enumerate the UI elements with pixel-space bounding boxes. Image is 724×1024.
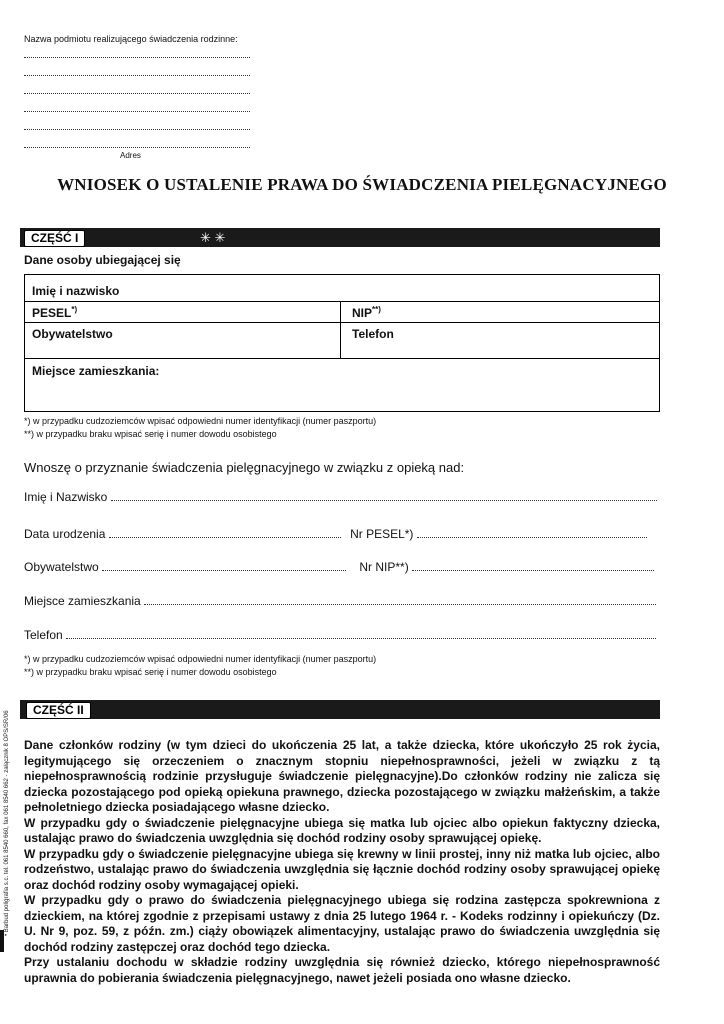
care-residence-row[interactable] <box>24 594 656 608</box>
side-print: • Barbud poligrafia s.c. tel. 061 8540 660, fax 061 8540 662 - załącznik 8 OPS/SR/06 <box>4 710 10 936</box>
care-birth-input[interactable] <box>109 528 341 538</box>
care-birth-label: Data urodzenia <box>24 527 106 541</box>
entity-line-3[interactable] <box>24 93 250 94</box>
care-nip-input[interactable] <box>412 561 654 571</box>
care-pesel-label: Nr PESEL*) <box>350 527 414 541</box>
part2-paragraph: Dane członków rodziny (w tym dzieci do ukończenia 25 lat, a także dziecka, które ukończyło 25 rok życia, legitymującego się orzeczeniem o znacznym stopniu niepełnosprawności, jeżeli w związku z tą niepełnosprawnością rodzinie przysługuje świadczenie pielęgnacyjne).Do członków rodziny nie zalicza się dziecka pozostającego pod opieką opiekuna prawnego, dziecka pozostającego w związku małżeńskim, a także pełnoletniego dziecka posiadającego własne dziecko. <box>24 738 660 814</box>
footnote-2: **) w przypadku braku wpisać serię i numer dowodu osobistego <box>24 429 277 439</box>
field-citizenship[interactable]: Obywatelstwo <box>32 327 113 341</box>
footnote-3: *) w przypadku cudzoziemców wpisać odpowiedni numer identyfikacji (numer paszportu) <box>24 654 377 664</box>
entity-line-2[interactable] <box>24 75 250 76</box>
field-pesel[interactable] <box>32 305 77 320</box>
part1-bar <box>20 228 660 247</box>
care-citizenship-label: Obywatelstwo <box>24 560 99 574</box>
care-citizenship-input[interactable] <box>102 561 346 571</box>
entity-name-label: Nazwa podmiotu realizującego świadczenia rodzinne: <box>24 34 238 44</box>
part2-bar <box>20 700 660 719</box>
care-name-row[interactable] <box>24 490 657 504</box>
footnote-1: *) w przypadku cudzoziemców wpisać odpowiedni numer identyfikacji (numer paszportu) <box>24 416 377 426</box>
entity-line-5[interactable] <box>24 129 250 130</box>
bar-star-icon: ✳ ✳ <box>200 230 226 245</box>
care-phone-row[interactable] <box>24 628 656 642</box>
part2-label: CZĘŚĆ II <box>26 702 91 719</box>
table-divider <box>24 322 660 323</box>
care-residence-input[interactable] <box>144 595 656 605</box>
entity-line-1[interactable] <box>24 57 250 58</box>
care-residence-label: Miejsce zamieszkania <box>24 594 141 608</box>
field-residence[interactable]: Miejsce zamieszkania: <box>32 364 160 378</box>
field-nip[interactable] <box>352 305 381 320</box>
pesel-mark: *) <box>71 305 78 314</box>
part2-paragraph: W przypadku gdy o świadczenie pielęgnacyjne ubiega się krewny w linii prostej, inny niż matka lub ojciec, albo rodzeństwo, ustalając prawo do świadczenia uwzględnia się łącznie dochód rodziny osoby sprawującej opiekę oraz dochód rodziny osoby wymagającej opieki. <box>24 846 660 892</box>
table-divider <box>24 358 660 359</box>
footnote-4: **) w przypadku braku wpisać serię i numer dowodu osobistego <box>24 667 277 677</box>
form-title: WNIOSEK O USTALENIE PRAWA DO ŚWIADCZENIA PIELĘGNACYJNEGO <box>57 175 667 194</box>
care-name-input[interactable] <box>111 491 657 501</box>
table-divider <box>340 301 341 358</box>
table-divider <box>24 301 660 302</box>
part1-label: CZĘŚĆ I <box>24 230 85 247</box>
care-phone-input[interactable] <box>66 629 656 639</box>
part1-heading: Dane osoby ubiegającej się <box>24 253 181 267</box>
care-citizenship-row[interactable] <box>24 560 654 574</box>
care-phone-label: Telefon <box>24 628 63 642</box>
part2-paragraph: W przypadku gdy o prawo do świadczenia pielęgnacyjnego ubiega się rodzina zastępcza spokrewniona z dzieckiem, na której zgodnie z przepisami ustawy z dnia 25 lutego 1964 r. - Kodeks rodzinny i opiekuńczy (Dz. U. Nr 9, poz. 59, z późn. zm.) ciąży obowiązek alimentacyjny, ustalając prawo do świadczenia uwzględnia się dochód rodziny zastępczej oraz dochód tego dziecka. <box>24 893 660 954</box>
field-phone[interactable]: Telefon <box>352 327 394 341</box>
part2-paragraph: W przypadku gdy o świadczenie pielęgnacyjne ubiega się matka lub ojciec albo opiekun faktyczny dziecka, ustalając prawo do świadczenia uwzględnia się dochód rodziny osoby sprawującej opiekę. <box>24 815 660 845</box>
nip-label: NIP <box>352 306 373 320</box>
field-name[interactable]: Imię i nazwisko <box>32 284 120 298</box>
edge-mark <box>0 930 4 952</box>
entity-line-6[interactable] <box>24 147 250 148</box>
care-name-label: Imię i Nazwisko <box>24 490 108 504</box>
entity-line-4[interactable] <box>24 111 250 112</box>
address-label: Adres <box>120 151 141 160</box>
request-text: Wnoszę o przyznanie świadczenia pielęgnacyjnego w związku z opieką nad: <box>24 460 465 475</box>
part2-paragraph: Przy ustalaniu dochodu w składzie rodziny uwzględnia się również dziecko, którego niepełnosprawność uprawnia do pobierania świadczenia pielęgnacyjnego, nawet jeżeli posiada ono własne dziecko. <box>24 955 660 985</box>
care-pesel-input[interactable] <box>417 528 647 538</box>
applicant-table <box>24 274 660 412</box>
nip-mark: **) <box>372 305 381 314</box>
care-nip-label: Nr NIP**) <box>359 560 409 574</box>
care-birth-row[interactable] <box>24 527 647 541</box>
pesel-label: PESEL <box>32 306 72 320</box>
part2-text <box>24 738 660 986</box>
